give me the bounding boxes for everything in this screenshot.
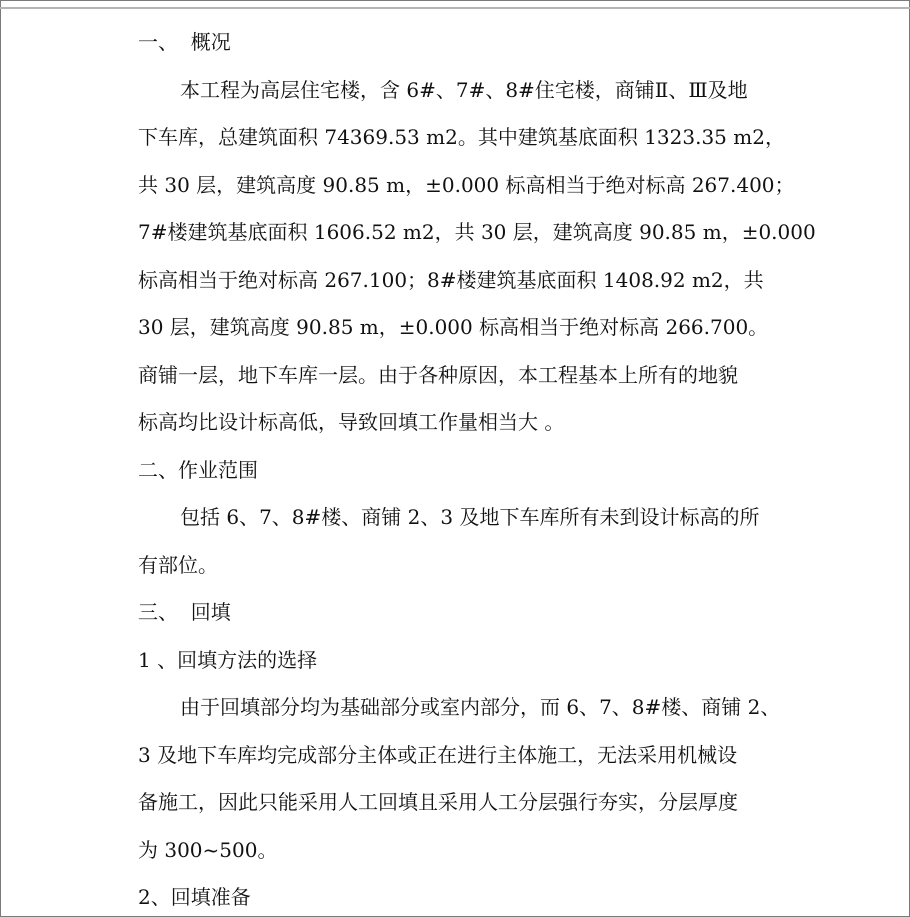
heading-backfill: 三、 回填 — [138, 600, 231, 624]
paragraph-line: 7#楼建筑基底面积 1606.52 m2，共 30 层，建筑高度 90.85 m，±0.000 — [138, 220, 816, 244]
top-divider — [0, 7, 910, 9]
paragraph-line: 下车库，总建筑面积 74369.53 m2。其中建筑基底面积 1323.35 m2， — [138, 125, 785, 149]
subheading-preparation: 2、回填准备 — [138, 885, 251, 909]
paragraph-line: 3 及地下车库均完成部分主体或正在进行主体施工，无法采用机械设 — [138, 742, 738, 767]
heading-scope: 二、作业范围 — [138, 457, 258, 482]
paragraph-line: 由于回填部分均为基础部分或室内部分，而 6、7、8#楼、商铺 2、 — [180, 695, 781, 719]
paragraph-line: 备施工，因此只能采用人工回填且采用人工分层强行夯实，分层厚度 — [138, 790, 738, 814]
paragraph-line: 有部位。 — [138, 552, 218, 577]
paragraph-line: 标高均比设计标高低，导致回填工作量相当大 。 — [138, 410, 565, 434]
paragraph-line: 商铺一层，地下车库一层。由于各种原因，本工程基本上所有的地貌 — [138, 362, 738, 387]
paragraph-line: 为 300~500。 — [138, 837, 278, 862]
heading-overview: 一、 概况 — [138, 30, 231, 54]
paragraph-line: 本工程为高层住宅楼，含 6#、7#、8#住宅楼，商铺Ⅱ、Ⅲ及地 — [180, 77, 748, 102]
paragraph-line: 包括 6、7、8#楼、商铺 2、3 及地下车库所有未到设计标高的所 — [180, 505, 760, 529]
paragraph-line: 共 30 层，建筑高度 90.85 m，±0.000 标高相当于绝对标高 267.400； — [138, 172, 795, 197]
paragraph-line: 标高相当于绝对标高 267.100；8#楼建筑基底面积 1408.92 m2，共 — [138, 267, 764, 292]
paragraph-line: 30 层，建筑高度 90.85 m，±0.000 标高相当于绝对标高 266.700。 — [138, 315, 769, 339]
subheading-method: 1 、回填方法的选择 — [138, 647, 318, 672]
